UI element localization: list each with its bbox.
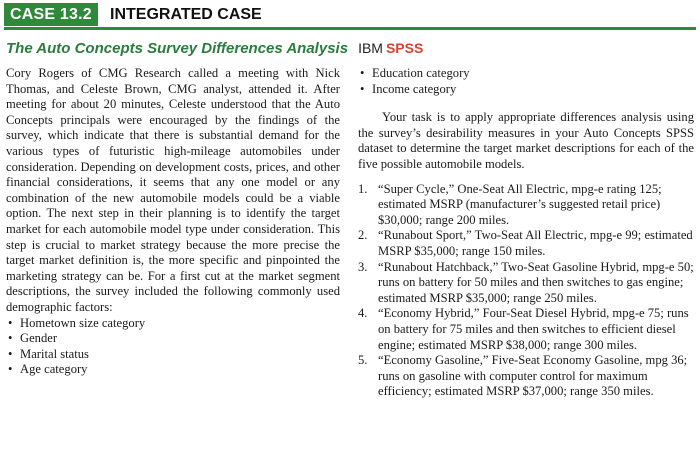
automobile-models-list: [358, 182, 694, 400]
spss-logo-text: SPSS: [385, 40, 424, 56]
item-number: 2.: [358, 228, 368, 243]
item-number: 5.: [358, 353, 368, 368]
case-type-title: INTEGRATED CASE: [110, 6, 262, 23]
item-number: 4.: [358, 306, 368, 321]
ibm-logo-text: IBM: [358, 40, 383, 56]
item-number: 3.: [358, 259, 368, 274]
item-text: “Economy Hybrid,” Four-Seat Diesel Hybrid, mpg-e 75; runs on battery for 75 miles and then switches to efficient diesel engine; estimated MSRP $38,000; range 300 miles.: [378, 306, 689, 352]
model-item: [358, 182, 694, 229]
model-item: [358, 260, 694, 307]
model-item: [358, 228, 694, 259]
item-text: “Runabout Hatchback,” Two-Seat Gasoline Hybrid, mpg-e 50; runs on battery for 50 miles and then switches to gas engine; estimated MSRP $35,000; range 250 miles.: [378, 259, 694, 305]
list-item: • Income category: [358, 82, 694, 98]
header-divider: [4, 27, 696, 30]
item-text: “Economy Gasoline,” Five-Seat Economy Gasoline, mpg 36; runs on gasoline with computer control for maximum efficiency; estimated MSRP $37,000; range 350 miles.: [378, 353, 688, 399]
item-text: “Super Cycle,” One-Seat All Electric, mpg-e rating 125; estimated MSRP (manufacturer’s suggested retail price) $30,000; range 200 miles.: [378, 181, 662, 227]
case-header: [0, 0, 700, 30]
intro-paragraph: Cory Rogers of CMG Research called a meeting with Nick Thomas, and Celeste Brown, CMG analyst, attended it. After meeting for about 20 minutes, Celeste understood that the Auto Concepts principals were encouraged by the findings of the survey, which indicate that there is substantial demand for the various types of futuristic high-mileage automobiles under consideration. Depending on development costs, prices, and other financial considerations, it seems that any one model or any combination of the new automobile models could be a viable option. The next step in their planning is to identify the target market for each automobile model type under consideration. This step is crucial to market strategy because the more precise the target market definition is, the more specific and pinpointed the marketing strategy can be. For a first cut at the market segment descriptions, the survey included the following commonly used demographic factors:: [6, 66, 340, 314]
task-paragraph: Your task is to apply appropriate differences analysis using the survey’s desirability measures in your Auto Concepts SPSS dataset to determine the target market descriptions for each of the five possible automobile models.: [358, 110, 694, 171]
left-column: [6, 66, 340, 378]
case-title-row: [6, 40, 423, 60]
list-item: • Age category: [6, 362, 340, 378]
list-item: • Marital status: [6, 347, 340, 363]
model-item: [358, 306, 694, 353]
right-column: [358, 66, 694, 400]
item-text: “Runabout Sport,” Two-Seat All Electric, mpg-e 99; estimated MSRP $35,000; range 150 miles.: [378, 228, 693, 258]
demographic-list-right: [358, 66, 694, 97]
case-main-title: The Auto Concepts Survey Differences Analysis: [6, 40, 349, 57]
demographic-list-left: [6, 316, 340, 378]
list-item: • Gender: [6, 331, 340, 347]
list-item: • Education category: [358, 66, 694, 82]
model-item: [358, 353, 694, 400]
list-item: • Hometown size category: [6, 316, 340, 332]
item-number: 1.: [358, 181, 368, 196]
case-number-badge: CASE 13.2: [4, 3, 98, 26]
